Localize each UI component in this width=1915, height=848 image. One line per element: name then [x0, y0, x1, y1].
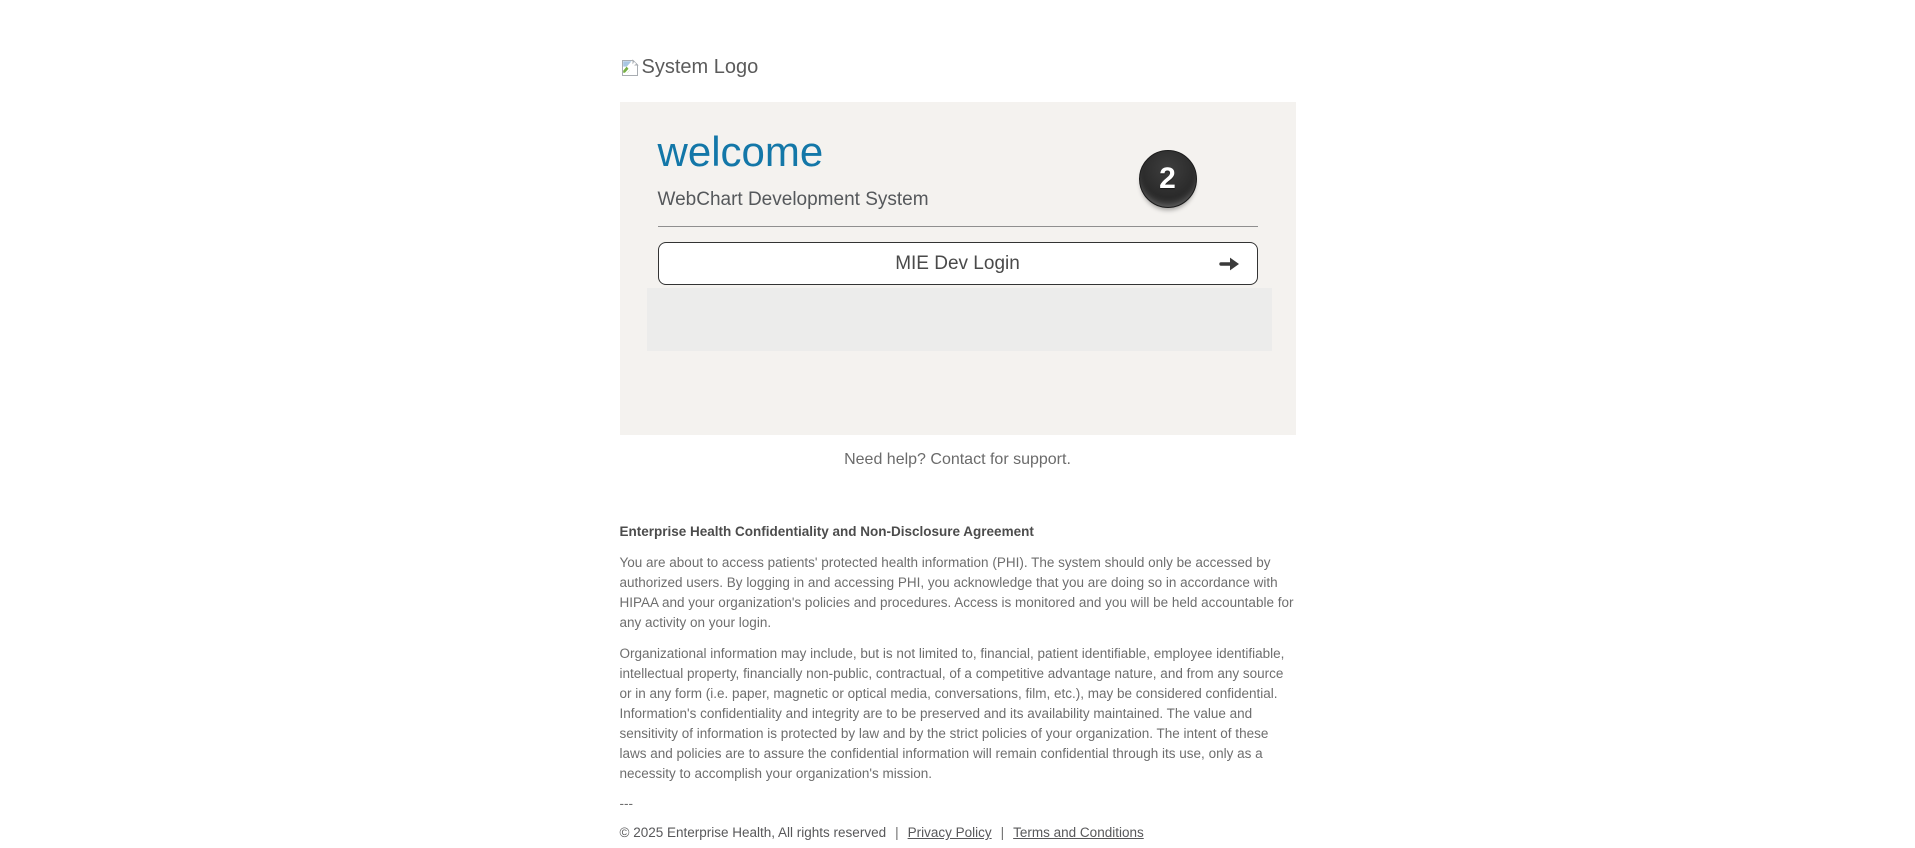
- welcome-title: welcome: [657, 128, 824, 175]
- agreement-separator: ---: [619, 796, 633, 811]
- login-card: [620, 102, 1296, 435]
- system-logo: [620, 0, 1296, 79]
- broken-image-icon: [620, 58, 640, 78]
- page-footer: [620, 825, 1296, 840]
- card-divider: [658, 226, 1258, 227]
- agreement-heading: Enterprise Health Confidentiality and Non-Disclosure Agreement: [619, 524, 1034, 539]
- login-button-label: MIE Dev Login: [895, 252, 1020, 274]
- copyright-text: © 2025 Enterprise Health, All rights reserved: [619, 825, 887, 840]
- page-column: [620, 0, 1296, 840]
- agreement-paragraph-1: You are about to access patients' protected health information (PHI). The system should only be accessed by authorized users. By logging in and accessing PHI, you acknowledge that you are doing so in accordance with HIPAA and your organization's policies and procedures. Access is monitored and you will be held accountable for any activity on your login.: [619, 555, 1294, 630]
- footer-separator: |: [895, 825, 899, 840]
- agreement-paragraph-2: Organizational information may include, but is not limited to, financial, patient identifiable, employee identifiable, intellectual property, financially non-public, contractual, of a competitive advantage nature, and from any source or in any form (i.e. paper, magnetic or optical media, conversations, film, etc.), may be considered confidential. Information's confidentiality and integrity are to be preserved and its availability maintained. The value and sensitivity of information is protected by law and by the strict policies of your organization. The intent of these laws and policies are to assure the confidential information will remain confidential through its use, only as a necessity to accomplish your organization's mission.: [619, 646, 1285, 781]
- empty-login-options-area: [647, 288, 1272, 351]
- help-text: Need help? Contact for support.: [844, 451, 1071, 468]
- privacy-policy-link[interactable]: Privacy Policy: [907, 825, 992, 840]
- system-name-subtitle: WebChart Development System: [657, 189, 929, 210]
- system-logo-alt-text: System Logo: [641, 56, 759, 78]
- annotation-step-badge: 2: [1139, 150, 1197, 208]
- arrow-right-icon: [1219, 256, 1241, 272]
- footer-separator: |: [1000, 825, 1005, 840]
- confidentiality-agreement: [620, 522, 1296, 811]
- terms-and-conditions-link[interactable]: Terms and Conditions: [1013, 825, 1144, 840]
- mie-dev-login-button[interactable]: [658, 242, 1258, 285]
